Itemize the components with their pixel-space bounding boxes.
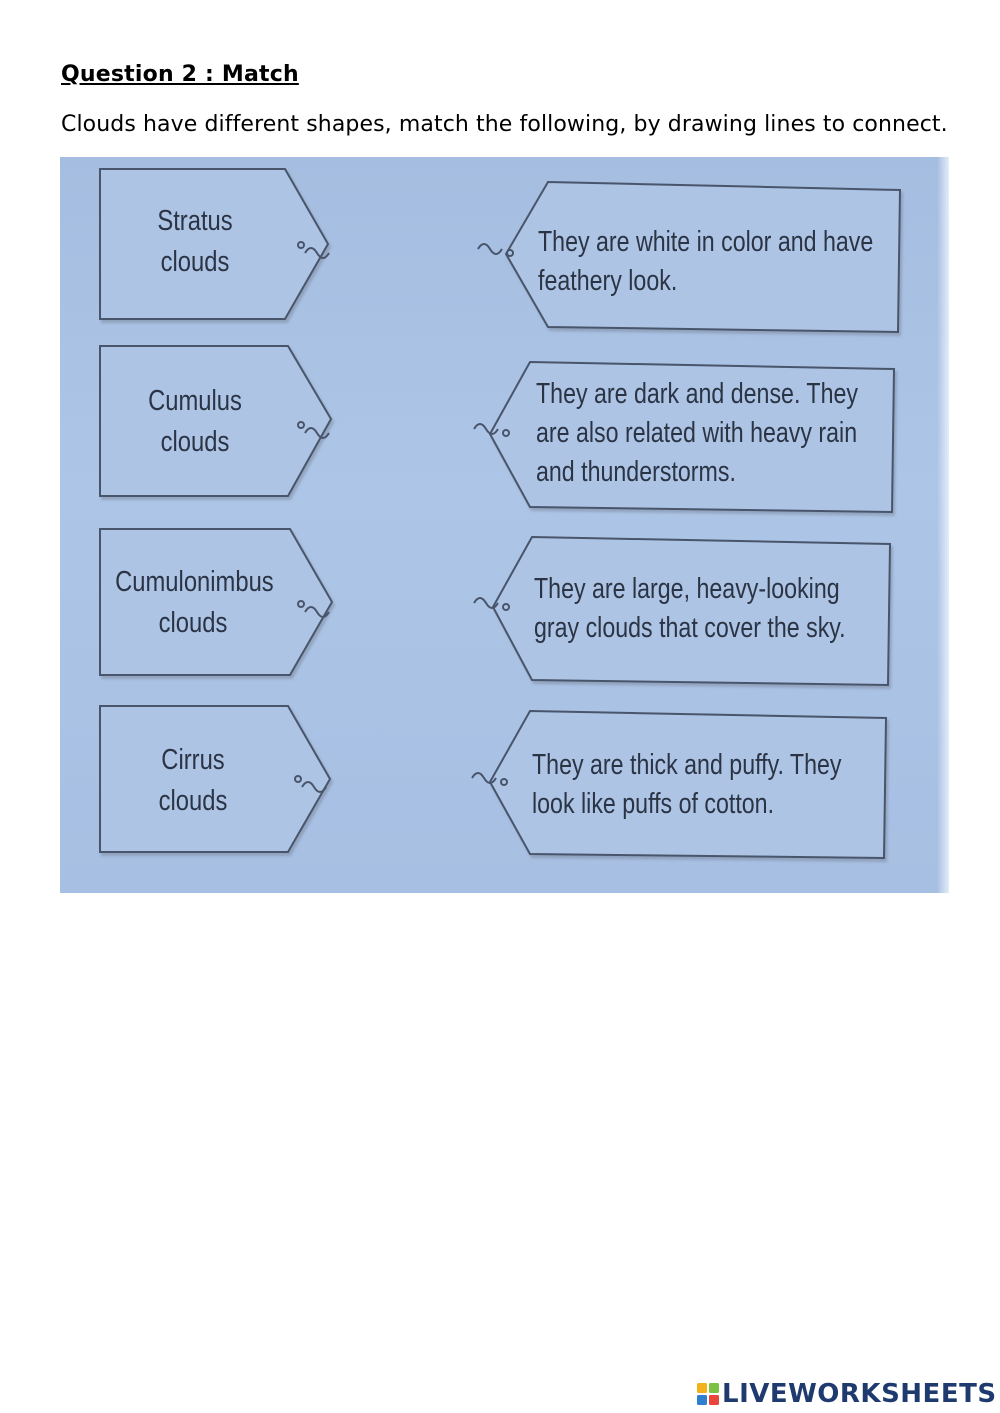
left-item-3[interactable] <box>115 562 274 644</box>
left-item-2-line2: clouds <box>160 426 230 458</box>
left-item-3-line1: Cumulonimbus <box>115 566 274 598</box>
liveworksheets-logo-icon <box>697 1383 719 1405</box>
right-item-1[interactable] <box>538 223 873 301</box>
left-item-4-line2: clouds <box>158 785 228 817</box>
right-item-2-line3: and thunderstorms. <box>536 456 736 488</box>
left-item-1[interactable] <box>117 201 273 283</box>
right-item-1-line2: feathery look. <box>538 265 678 297</box>
worksheet-photo <box>60 157 949 893</box>
right-item-2-line2: are also related with heavy rain <box>536 417 858 449</box>
left-item-1-line2: clouds <box>160 246 230 278</box>
left-item-1-line1: Stratus <box>157 205 233 237</box>
left-item-2-line1: Cumulus <box>148 385 242 417</box>
left-item-4-line1: Cirrus <box>161 744 225 776</box>
left-item-4[interactable] <box>115 740 271 822</box>
right-item-1-line1: They are white in color and have <box>538 226 874 258</box>
question-title: Question 2 : Match <box>61 62 299 87</box>
right-item-2-line1: They are dark and dense. They <box>536 378 858 410</box>
right-item-2[interactable] <box>536 375 858 492</box>
left-item-3-line2: clouds <box>158 607 228 639</box>
left-item-2[interactable] <box>117 381 273 463</box>
right-item-4-line2: look like puffs of cotton. <box>532 788 775 820</box>
right-item-4-line1: They are thick and puffy. They <box>532 749 842 781</box>
brand-name: LIVEWORKSHEETS <box>722 1379 997 1409</box>
right-item-3-line1: They are large, heavy-looking <box>534 573 840 605</box>
right-item-3-line2: gray clouds that cover the sky. <box>534 612 846 644</box>
question-instruction: Clouds have different shapes, match the following, by drawing lines to connect. <box>61 112 948 137</box>
right-string-1 <box>478 244 513 256</box>
right-item-4[interactable] <box>532 746 842 824</box>
right-item-3[interactable] <box>534 570 846 648</box>
liveworksheets-logo <box>697 1377 997 1411</box>
